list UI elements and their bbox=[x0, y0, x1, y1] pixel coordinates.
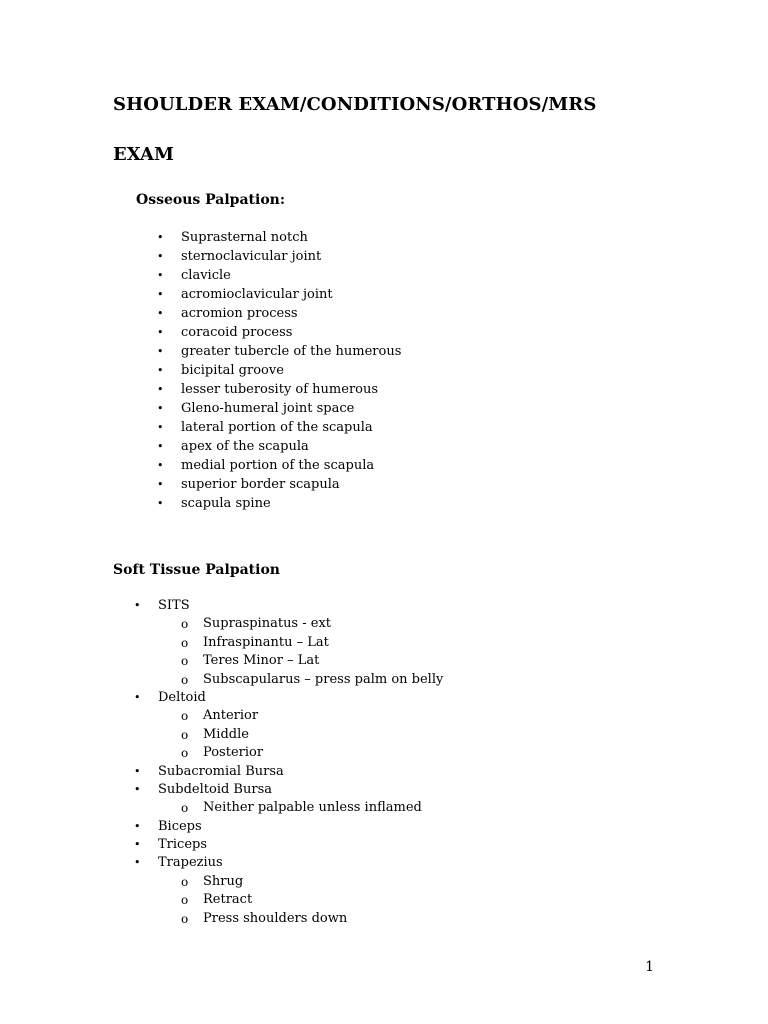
soft-tissue-list-item bbox=[134, 781, 443, 799]
osseous-item-label: medial portion of the scapula bbox=[181, 458, 375, 473]
bullet-icon: • bbox=[157, 307, 164, 320]
bullet-icon: • bbox=[134, 690, 141, 704]
soft-tissue-sub-item bbox=[181, 634, 443, 652]
bullet-icon: • bbox=[157, 383, 164, 396]
osseous-palpation-list bbox=[157, 228, 402, 513]
osseous-item-label: acromioclavicular joint bbox=[181, 287, 333, 302]
bullet-icon: • bbox=[157, 402, 164, 415]
soft-tissue-list-item bbox=[134, 836, 443, 854]
soft-tissue-item-label: Supraspinatus - ext bbox=[203, 616, 332, 632]
osseous-item-label: clavicle bbox=[181, 268, 231, 283]
soft-tissue-item-label: Deltoid bbox=[158, 689, 206, 705]
soft-tissue-item-label: Triceps bbox=[158, 837, 208, 853]
osseous-item-label: Gleno-humeral joint space bbox=[181, 401, 355, 416]
document-title: SHOULDER EXAM/CONDITIONS/ORTHOS/MRS bbox=[113, 94, 597, 115]
bullet-icon: • bbox=[134, 838, 141, 852]
bullet-icon: • bbox=[134, 856, 141, 870]
bullet-icon: • bbox=[134, 819, 141, 833]
osseous-item-label: lesser tuberosity of humerous bbox=[181, 382, 379, 397]
soft-tissue-sub-item bbox=[181, 707, 443, 725]
bullet-icon: • bbox=[157, 478, 164, 491]
bullet-icon: • bbox=[157, 364, 164, 377]
osseous-list-item bbox=[157, 361, 401, 380]
sub-bullet-icon: o bbox=[181, 911, 189, 926]
osseous-list-item bbox=[157, 456, 401, 475]
bullet-icon: • bbox=[157, 497, 164, 510]
page-number: 1 bbox=[645, 959, 654, 975]
osseous-item-label: lateral portion of the scapula bbox=[181, 420, 373, 435]
soft-tissue-list-item bbox=[134, 597, 443, 615]
soft-tissue-sub-item bbox=[181, 652, 443, 670]
soft-tissue-item-label: Subacromial Bursa bbox=[158, 763, 284, 779]
soft-tissue-sub-item bbox=[181, 726, 443, 744]
soft-tissue-item-label: Subdeltoid Bursa bbox=[158, 781, 272, 797]
soft-tissue-item-label: Biceps bbox=[158, 818, 202, 834]
soft-tissue-list-item bbox=[134, 689, 443, 707]
bullet-icon: • bbox=[134, 782, 141, 796]
sub-bullet-icon: o bbox=[181, 801, 189, 816]
soft-tissue-item-label: Trapezius bbox=[158, 855, 223, 871]
osseous-item-label: superior border scapula bbox=[181, 477, 340, 492]
sub-bullet-icon: o bbox=[181, 893, 189, 908]
bullet-icon: • bbox=[157, 326, 164, 339]
osseous-list-item bbox=[157, 304, 401, 323]
section-heading-exam: EXAM bbox=[113, 144, 174, 165]
osseous-list-item bbox=[157, 399, 401, 418]
soft-tissue-palpation-list bbox=[134, 597, 444, 928]
osseous-list-item bbox=[157, 266, 401, 285]
osseous-list-item bbox=[157, 228, 401, 247]
bullet-icon: • bbox=[157, 231, 164, 244]
soft-tissue-item-label: Anterior bbox=[203, 708, 259, 724]
bullet-icon: • bbox=[157, 250, 164, 263]
soft-tissue-item-label: Press shoulders down bbox=[203, 910, 348, 926]
soft-tissue-item-label: Infraspinantu – Lat bbox=[203, 634, 329, 650]
osseous-palpation-heading: Osseous Palpation: bbox=[136, 192, 286, 208]
soft-tissue-list-item bbox=[134, 818, 443, 836]
sub-bullet-icon: o bbox=[181, 654, 189, 669]
soft-tissue-list-item bbox=[134, 763, 443, 781]
osseous-list-item bbox=[157, 494, 401, 513]
soft-tissue-item-label: Middle bbox=[203, 726, 249, 742]
soft-tissue-list-item bbox=[134, 854, 443, 872]
osseous-item-label: Suprasternal notch bbox=[181, 230, 308, 245]
osseous-list-item bbox=[157, 285, 401, 304]
soft-tissue-sub-item bbox=[181, 671, 444, 689]
soft-tissue-sub-item bbox=[181, 910, 443, 928]
soft-tissue-item-label: Subscapularus – press palm on belly bbox=[203, 671, 444, 687]
bullet-icon: • bbox=[157, 421, 164, 434]
osseous-list-item bbox=[157, 475, 401, 494]
soft-tissue-palpation-heading: Soft Tissue Palpation bbox=[113, 562, 280, 578]
soft-tissue-item-label: Shrug bbox=[203, 873, 244, 889]
sub-bullet-icon: o bbox=[181, 727, 189, 742]
sub-bullet-icon: o bbox=[181, 874, 189, 889]
sub-bullet-icon: o bbox=[181, 635, 189, 650]
osseous-list-item bbox=[157, 247, 401, 266]
osseous-item-label: apex of the scapula bbox=[181, 439, 309, 454]
soft-tissue-item-label: Posterior bbox=[203, 745, 264, 761]
bullet-icon: • bbox=[157, 269, 164, 282]
soft-tissue-sub-item bbox=[181, 744, 443, 762]
bullet-icon: • bbox=[157, 459, 164, 472]
osseous-list-item bbox=[157, 380, 401, 399]
sub-bullet-icon: o bbox=[181, 617, 189, 632]
soft-tissue-sub-item bbox=[181, 799, 443, 817]
soft-tissue-sub-item bbox=[181, 873, 443, 891]
osseous-list-item bbox=[157, 418, 401, 437]
osseous-item-label: coracoid process bbox=[181, 325, 293, 340]
sub-bullet-icon: o bbox=[181, 746, 189, 761]
sub-bullet-icon: o bbox=[181, 709, 189, 724]
sub-bullet-icon: o bbox=[181, 672, 189, 687]
bullet-icon: • bbox=[157, 288, 164, 301]
osseous-list-item bbox=[157, 342, 402, 361]
osseous-item-label: bicipital groove bbox=[181, 363, 284, 378]
soft-tissue-item-label: Retract bbox=[203, 892, 253, 908]
soft-tissue-sub-item bbox=[181, 615, 443, 633]
osseous-list-item bbox=[157, 437, 401, 456]
soft-tissue-item-label: Neither palpable unless inflamed bbox=[203, 800, 422, 816]
osseous-item-label: greater tubercle of the humerous bbox=[181, 344, 402, 359]
bullet-icon: • bbox=[157, 345, 164, 358]
bullet-icon: • bbox=[134, 599, 141, 612]
soft-tissue-item-label: Teres Minor – Lat bbox=[203, 653, 320, 669]
osseous-item-label: sternoclavicular joint bbox=[181, 249, 322, 264]
bullet-icon: • bbox=[157, 440, 164, 453]
bullet-icon: • bbox=[134, 764, 141, 778]
soft-tissue-item-label: SITS bbox=[158, 598, 190, 613]
osseous-item-label: scapula spine bbox=[181, 496, 271, 511]
osseous-list-item bbox=[157, 323, 401, 342]
soft-tissue-sub-item bbox=[181, 891, 443, 909]
osseous-item-label: acromion process bbox=[181, 306, 298, 321]
